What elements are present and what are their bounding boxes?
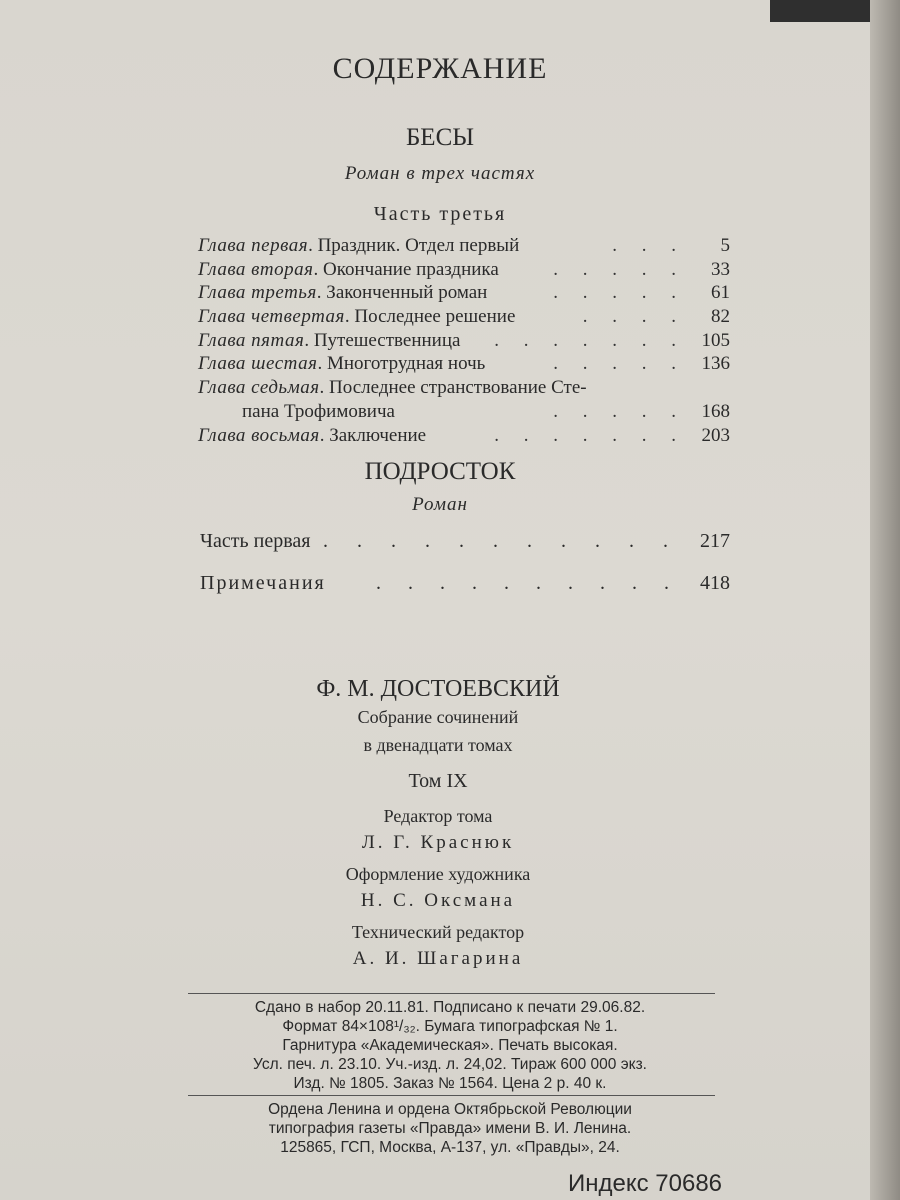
- chapter-row: Глава пятая. Путешественница . . . . . . . 105: [198, 329, 730, 351]
- print-line: Формат 84×108¹/₃₂. Бумага типографская № 1.: [282, 1018, 618, 1035]
- printer-line: Ордена Ленина и ордена Октябрьской Революции: [268, 1101, 632, 1118]
- novel-subtitle-besy: Роман в трех частях: [344, 163, 536, 184]
- print-line: Сдано в набор 20.11.81. Подписано к печати 29.06.82.: [254, 999, 646, 1016]
- chapter-list: [198, 234, 730, 447]
- contents-title: СОДЕРЖАНИЕ: [332, 52, 548, 85]
- designer-role: Оформление художника: [345, 864, 531, 884]
- chapter-page: 168: [701, 400, 730, 422]
- chapter-page: 136: [701, 353, 730, 375]
- chapter-page: 203: [701, 424, 730, 446]
- notes-page: 418: [700, 572, 730, 594]
- volume-editor-role: Редактор тома: [383, 806, 493, 826]
- printer-line: 125865, ГСП, Москва, А-137, ул. «Правды», 24.: [280, 1139, 620, 1156]
- chapter-row: Глава седьмая. Последнее странствование Сте-: [198, 377, 587, 399]
- print-line: Изд. № 1805. Заказ № 1564. Цена 2 р. 40 к.: [293, 1075, 607, 1092]
- chapter-label: Глава первая: [198, 235, 309, 256]
- designer-name: Н. С. Оксмана: [360, 890, 516, 911]
- part-heading: Часть третья: [373, 203, 507, 225]
- leader-dots: . . . .: [582, 306, 686, 328]
- chapter-title: Законченный роман: [326, 282, 488, 304]
- part-row: [200, 530, 730, 553]
- dark-edge: [770, 0, 870, 22]
- divider: [188, 1095, 715, 1096]
- chapter-page: 33: [711, 258, 730, 280]
- chapter-row: Глава восьмая. Заключение . . . . . . . 203: [198, 424, 730, 446]
- chapter-label: Глава шестая: [198, 353, 318, 375]
- volume-number: Том IX: [408, 770, 468, 792]
- part-page: 217: [700, 530, 730, 552]
- leader-dots: . . . . . . .: [494, 424, 686, 446]
- book-spine: [870, 0, 900, 1200]
- chapter-row: Глава шестая. Многотрудная ночь . . . . . 136: [198, 353, 730, 375]
- volume-editor-name: Л. Г. Краснюк: [361, 832, 515, 853]
- leader-dots: . . . . .: [553, 258, 686, 280]
- leader-dots: . . . . .: [553, 400, 686, 422]
- chapter-label: Глава четвертая: [198, 306, 345, 328]
- chapter-row: Глава первая. Праздник. Отдел первый . . . 5: [198, 235, 730, 256]
- chapter-label: Глава третья: [198, 282, 317, 304]
- printer-details: [190, 1100, 710, 1157]
- chapter-row-continued: [198, 400, 730, 424]
- chapter-title-continued: пана Трофимовича: [242, 400, 395, 422]
- collection-line-2: в двенадцати томах: [363, 735, 513, 755]
- chapter-label: Глава седьмая: [198, 377, 320, 399]
- leader-dots: . . .: [612, 235, 686, 256]
- index-number: Индекс 70686: [568, 1170, 723, 1197]
- notes-row: [200, 572, 730, 595]
- collection-line-1: Собрание сочинений: [357, 707, 519, 727]
- tech-editor-name: А. И. Шагарина: [352, 948, 524, 969]
- chapter-title: Последнее решение: [354, 306, 516, 328]
- print-details: [190, 998, 710, 1093]
- tech-editor-role: Технический редактор: [351, 922, 525, 942]
- leader-dots: . . . . .: [553, 353, 686, 375]
- novel-title-podrostok: ПОДРОСТОК: [364, 458, 516, 485]
- chapter-label: Глава восьмая: [198, 424, 320, 446]
- chapter-row: Глава вторая. Окончание праздника . . . . . 33: [198, 258, 730, 280]
- leader-dots: . . . . . . . . . .: [376, 572, 680, 594]
- novel-title-besy: БЕСЫ: [405, 124, 475, 151]
- chapter-title: Окончание праздника: [322, 258, 499, 280]
- chapter-title: Путешественница: [313, 329, 461, 351]
- chapter-title: Праздник. Отдел первый: [317, 235, 520, 256]
- chapter-title: Заключение: [329, 424, 427, 446]
- chapter-label: Глава вторая: [198, 258, 314, 280]
- chapter-row: Глава третья. Законченный роман . . . . . 61: [198, 282, 730, 304]
- printer-line: типография газеты «Правда» имени В. И. Ленина.: [268, 1120, 632, 1137]
- chapter-title: Последнее странствование Сте-: [329, 377, 587, 399]
- chapter-page: 5: [720, 235, 730, 256]
- leader-dots: . . . . . . .: [494, 329, 686, 351]
- chapter-title: Многотрудная ночь: [326, 353, 486, 375]
- chapter-page: 82: [711, 306, 730, 328]
- chapter-page: 61: [711, 282, 730, 304]
- print-line: Усл. печ. л. 23.10. Уч.-изд. л. 24,02. Тираж 600 000 экз.: [253, 1056, 647, 1073]
- chapter-row: Глава четвертая. Последнее решение . . . . 82: [198, 306, 730, 328]
- notes-label: Примечания: [200, 572, 326, 594]
- part-label: Часть первая: [200, 530, 311, 552]
- chapter-label: Глава пятая: [198, 329, 305, 351]
- author-name: Ф. М. ДОСТОЕВСКИЙ: [316, 676, 560, 702]
- leader-dots: . . . . . . . . . . .: [323, 530, 680, 552]
- print-line: Гарнитура «Академическая». Печать высокая.: [282, 1037, 618, 1054]
- divider: [188, 993, 715, 994]
- novel-subtitle-podrostok: Роман: [412, 494, 468, 515]
- leader-dots: . . . . .: [553, 282, 686, 304]
- chapter-page: 105: [701, 329, 730, 351]
